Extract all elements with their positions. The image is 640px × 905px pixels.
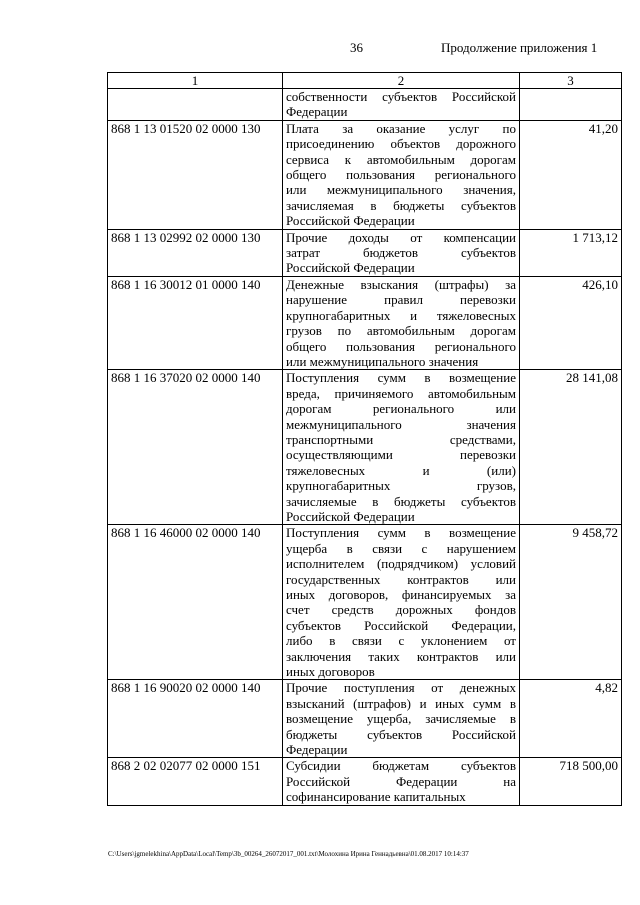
description-line: присоединению объектов дорожного	[286, 136, 516, 152]
table-row	[108, 525, 622, 680]
budget-classification-code: 868 1 13 02992 02 0000 130	[108, 229, 283, 276]
budget-classification-code: 868 1 16 46000 02 0000 140	[108, 525, 283, 680]
budget-classification-code: 868 1 16 30012 01 0000 140	[108, 276, 283, 369]
appendix-continuation-note: Продолжение приложения 1	[441, 40, 598, 55]
description-line: иных договоров	[286, 664, 375, 680]
column-header-2: 2	[283, 73, 520, 89]
description-line: государственных контрактов или	[286, 571, 516, 587]
revenue-table	[107, 72, 622, 806]
description-line: счет средств дорожных фондов	[286, 602, 516, 618]
description-line: тяжеловесных и (или)	[286, 462, 516, 478]
description-line: Прочие доходы от компенсации	[286, 229, 516, 245]
description-line: софинансирование капитальных	[286, 789, 466, 805]
description-line: Федерации	[286, 742, 348, 758]
budget-classification-code: 868 1 16 90020 02 0000 140	[108, 680, 283, 758]
description-line: собственности субъектов Российской	[286, 89, 516, 104]
description-line: исполнителем (подрядчиком) условий	[286, 556, 516, 572]
description-line: Российской Федерации	[286, 508, 415, 524]
revenue-description	[283, 120, 520, 229]
description-line: Российской Федерации	[286, 213, 415, 229]
table-row	[108, 276, 622, 369]
description-line: Федерации	[286, 104, 348, 120]
revenue-description	[283, 229, 520, 276]
description-line: общего пользования регионального	[286, 338, 516, 354]
description-line: Российской Федерации на	[286, 773, 516, 789]
description-line: затрат бюджетов субъектов	[286, 245, 516, 261]
description-line: общего пользования регионального	[286, 167, 516, 183]
description-line: либо в связи с уклонением от	[286, 633, 516, 649]
description-line: Поступления сумм в возмещение	[286, 525, 516, 541]
description-line: или межмуниципального значения	[286, 353, 479, 369]
description-line: Прочие поступления от денежных	[286, 680, 516, 696]
budget-classification-code: 868 2 02 02077 02 0000 151	[108, 758, 283, 805]
description-line: грузов по автомобильным дорогам	[286, 323, 516, 339]
revenue-description	[283, 370, 520, 525]
table-row	[108, 89, 622, 121]
description-line: ущерба в связи с нарушением	[286, 540, 516, 556]
table-row	[108, 758, 622, 805]
description-line: дорогам регионального или	[286, 401, 516, 417]
table-header-row	[108, 73, 622, 89]
description-line: бюджеты субъектов Российской	[286, 726, 516, 742]
description-line: зачисляемая в бюджеты субъектов	[286, 197, 516, 213]
budget-classification-code	[108, 89, 283, 121]
revenue-description	[283, 276, 520, 369]
description-line: крупногабаритных грузов,	[286, 478, 516, 494]
amount: 28 141,08	[520, 370, 622, 525]
description-line: заключения таких контрактов или	[286, 648, 516, 664]
amount: 426,10	[520, 276, 622, 369]
budget-classification-code: 868 1 16 37020 02 0000 140	[108, 370, 283, 525]
description-line: зачисляемые в бюджеты субъектов	[286, 493, 516, 509]
description-line: Субсидии бюджетам субъектов	[286, 758, 516, 774]
table-row	[108, 120, 622, 229]
description-line: Поступления сумм в возмещение	[286, 370, 516, 386]
revenue-description	[283, 525, 520, 680]
description-line: иных договоров, финансируемых за	[286, 587, 516, 602]
description-line: крупногабаритных и тяжеловесных	[286, 307, 516, 323]
amount: 718 500,00	[520, 758, 622, 805]
description-line: межмуниципального значения	[286, 416, 516, 432]
revenue-description	[283, 758, 520, 805]
description-line: сервиса к автомобильным дорогам	[286, 151, 516, 167]
file-path-footer: C:\Users\jgmelekhina\AppData\Local\Temp\3b_00264_26072017_001.txt\Молохина Ирина Геннадьевна\01.08.2017 10:14:37	[108, 850, 469, 858]
description-line: возмещение ущерба, зачисляемые в	[286, 711, 516, 727]
table-row	[108, 370, 622, 525]
description-line: Денежные взыскания (штрафы) за	[286, 276, 516, 292]
page-number: 36	[350, 40, 363, 55]
description-line: взысканий (штрафов) и иных сумм в	[286, 695, 516, 711]
column-header-3: 3	[520, 73, 622, 89]
amount: 4,82	[520, 680, 622, 758]
description-line: Плата за оказание услуг по	[286, 120, 516, 136]
table-row	[108, 229, 622, 276]
amount: 41,20	[520, 120, 622, 229]
description-line: осуществляющими перевозки	[286, 447, 516, 463]
column-header-1: 1	[108, 73, 283, 89]
description-line: субъектов Российской Федерации,	[286, 617, 516, 633]
table-row	[108, 680, 622, 758]
amount: 1 713,12	[520, 229, 622, 276]
revenue-description	[283, 680, 520, 758]
budget-classification-code: 868 1 13 01520 02 0000 130	[108, 120, 283, 229]
description-line: вреда, причиняемого автомобильным	[286, 385, 516, 401]
revenue-description	[283, 89, 520, 121]
amount: 9 458,72	[520, 525, 622, 680]
amount	[520, 89, 622, 121]
description-line: или межмуниципального значения,	[286, 182, 516, 198]
description-line: транспортными средствами,	[286, 431, 516, 447]
description-line: нарушение правил перевозки	[286, 292, 516, 308]
description-line: Российской Федерации	[286, 260, 415, 276]
